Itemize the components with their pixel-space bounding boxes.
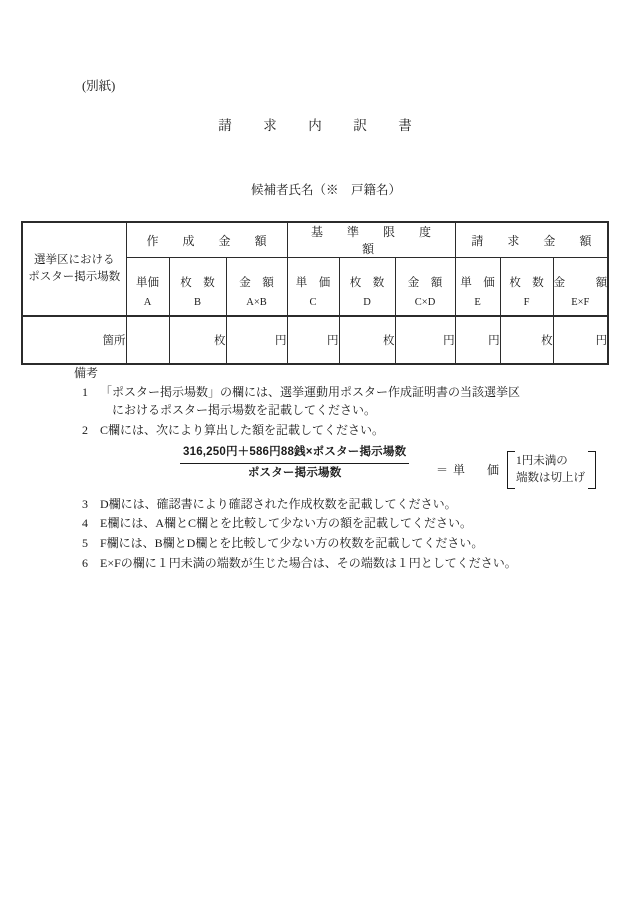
billing-breakdown-table (21, 221, 607, 365)
group-header-standard-limit: 基 準 限 度 額 (287, 222, 455, 258)
subheader-amount-ab (226, 258, 287, 317)
notes-section (74, 366, 619, 573)
note-line: E×Fの欄に１円未満の端数が生じた場合は、その端数は１円としてください。 (100, 555, 517, 570)
cell-poster-locations-unit[interactable]: 箇所 (22, 316, 126, 364)
note-item-4 (74, 514, 619, 533)
cell-amount-ef[interactable]: 円 (553, 316, 608, 364)
subheader-unit-price-e-code: E (474, 296, 481, 308)
subheader-sheets-b-code: B (193, 296, 201, 308)
subheader-amount-ab-code: A×B (246, 296, 267, 308)
formula-result (436, 453, 588, 488)
formula-numerator: 316,250円＋586円88銭×ポスター掲示場数 (180, 444, 409, 464)
header-poster-locations-line1: 選挙区における (34, 254, 115, 267)
subheader-unit-price-e (455, 258, 500, 317)
subheader-amount-cd (395, 258, 455, 317)
table-group-header-row (22, 222, 608, 258)
formula-result-label: 単 価 (453, 462, 505, 477)
note-number-6: 6 (82, 555, 88, 570)
note-line: C欄には、次により算出した額を記載してください。 (100, 423, 385, 438)
candidate-name-label: 候補者氏名（※ 戸籍名） (250, 183, 401, 197)
subheader-sheets-d (339, 258, 395, 317)
subheader-sheets-d-code: D (363, 296, 371, 308)
cell-amount-ab[interactable]: 円 (226, 316, 287, 364)
header-poster-locations (22, 222, 126, 316)
subheader-unit-price-a-label: 単価 (136, 276, 159, 289)
note-line: におけるポスター掲示場数を記載してください。 (112, 403, 377, 418)
subheader-sheets-b-label: 枚 数 (180, 276, 215, 289)
note-number-5: 5 (82, 536, 88, 551)
subheader-amount-cd-code: C×D (414, 296, 436, 308)
subheader-amount-ab-label: 金 額 (239, 276, 274, 289)
page-title: 請 求 内 訳 書 (218, 118, 421, 133)
subheader-sheets-f-code: F (523, 296, 530, 308)
note-item-5 (74, 534, 619, 553)
attachment-label: (別紙) (82, 79, 116, 93)
subheader-unit-price-a (126, 258, 169, 317)
subheader-sheets-b (169, 258, 226, 317)
subheader-unit-price-a-code: A (143, 296, 152, 308)
subheader-unit-price-e-label: 単 価 (460, 276, 495, 289)
cell-unit-price-e[interactable]: 円 (455, 316, 500, 364)
cell-amount-cd[interactable]: 円 (395, 316, 455, 364)
table-row (22, 316, 608, 364)
formula-rounding-note-line2: 端数は切上げ (516, 472, 586, 484)
note-line: 「ポスター掲示場数」の欄には、選挙運動用ポスター作成証明書の当該選挙区 (100, 384, 521, 399)
note-number-1: 1 (82, 384, 88, 399)
notes-heading: 備考 (74, 366, 99, 380)
note-item-1 (74, 383, 619, 420)
cell-unit-price-c[interactable]: 円 (287, 316, 339, 364)
formula-fraction (180, 444, 409, 483)
note-item-6 (74, 554, 619, 573)
note-number-4: 4 (82, 516, 88, 531)
subheader-unit-price-c-code: C (309, 296, 317, 308)
cell-sheets-d[interactable]: 枚 (339, 316, 395, 364)
subheader-amount-cd-label: 金 額 (407, 276, 443, 289)
subheader-unit-price-c (287, 258, 339, 317)
subheader-amount-ef-label-left: 金 (553, 276, 566, 289)
subheader-sheets-f (500, 258, 553, 317)
note-line: E欄には、A欄とC欄とを比較して少ない方の額を記載してください。 (100, 516, 473, 531)
subheader-amount-ef-label-right: 額 (595, 276, 608, 289)
subheader-unit-price-c-label: 単 価 (295, 276, 331, 289)
header-poster-locations-line2: ポスター掲示場数 (28, 271, 121, 283)
group-header-claim-amount: 請 求 金 額 (455, 222, 608, 258)
formula-equals-sign: ＝ (436, 462, 449, 477)
formula-rounding-note (507, 453, 588, 488)
subheader-amount-ef (553, 258, 608, 317)
note-line: D欄には、確認書により確認された作成枚数を記載してください。 (100, 496, 457, 511)
cell-unit-price-a[interactable] (126, 316, 169, 364)
note-number-2: 2 (82, 423, 88, 438)
formula-denominator: ポスター掲示場数 (247, 466, 342, 479)
note-item-2 (74, 421, 619, 440)
cell-sheets-f[interactable]: 枚 (500, 316, 553, 364)
note-number-3: 3 (82, 496, 88, 511)
formula-rounding-note-line1: 1円未満の (516, 454, 568, 467)
subheader-amount-ef-code: E×F (571, 296, 590, 308)
unit-price-formula (74, 443, 619, 493)
group-header-production-amount: 作 成 金 額 (126, 222, 287, 258)
note-item-3 (74, 495, 619, 514)
note-line: F欄には、B欄とD欄とを比較して少ない方の枚数を記載してください。 (100, 536, 484, 551)
subheader-sheets-d-label: 枚 数 (349, 276, 385, 289)
cell-sheets-b[interactable]: 枚 (169, 316, 226, 364)
subheader-sheets-f-label: 枚 数 (509, 276, 544, 289)
